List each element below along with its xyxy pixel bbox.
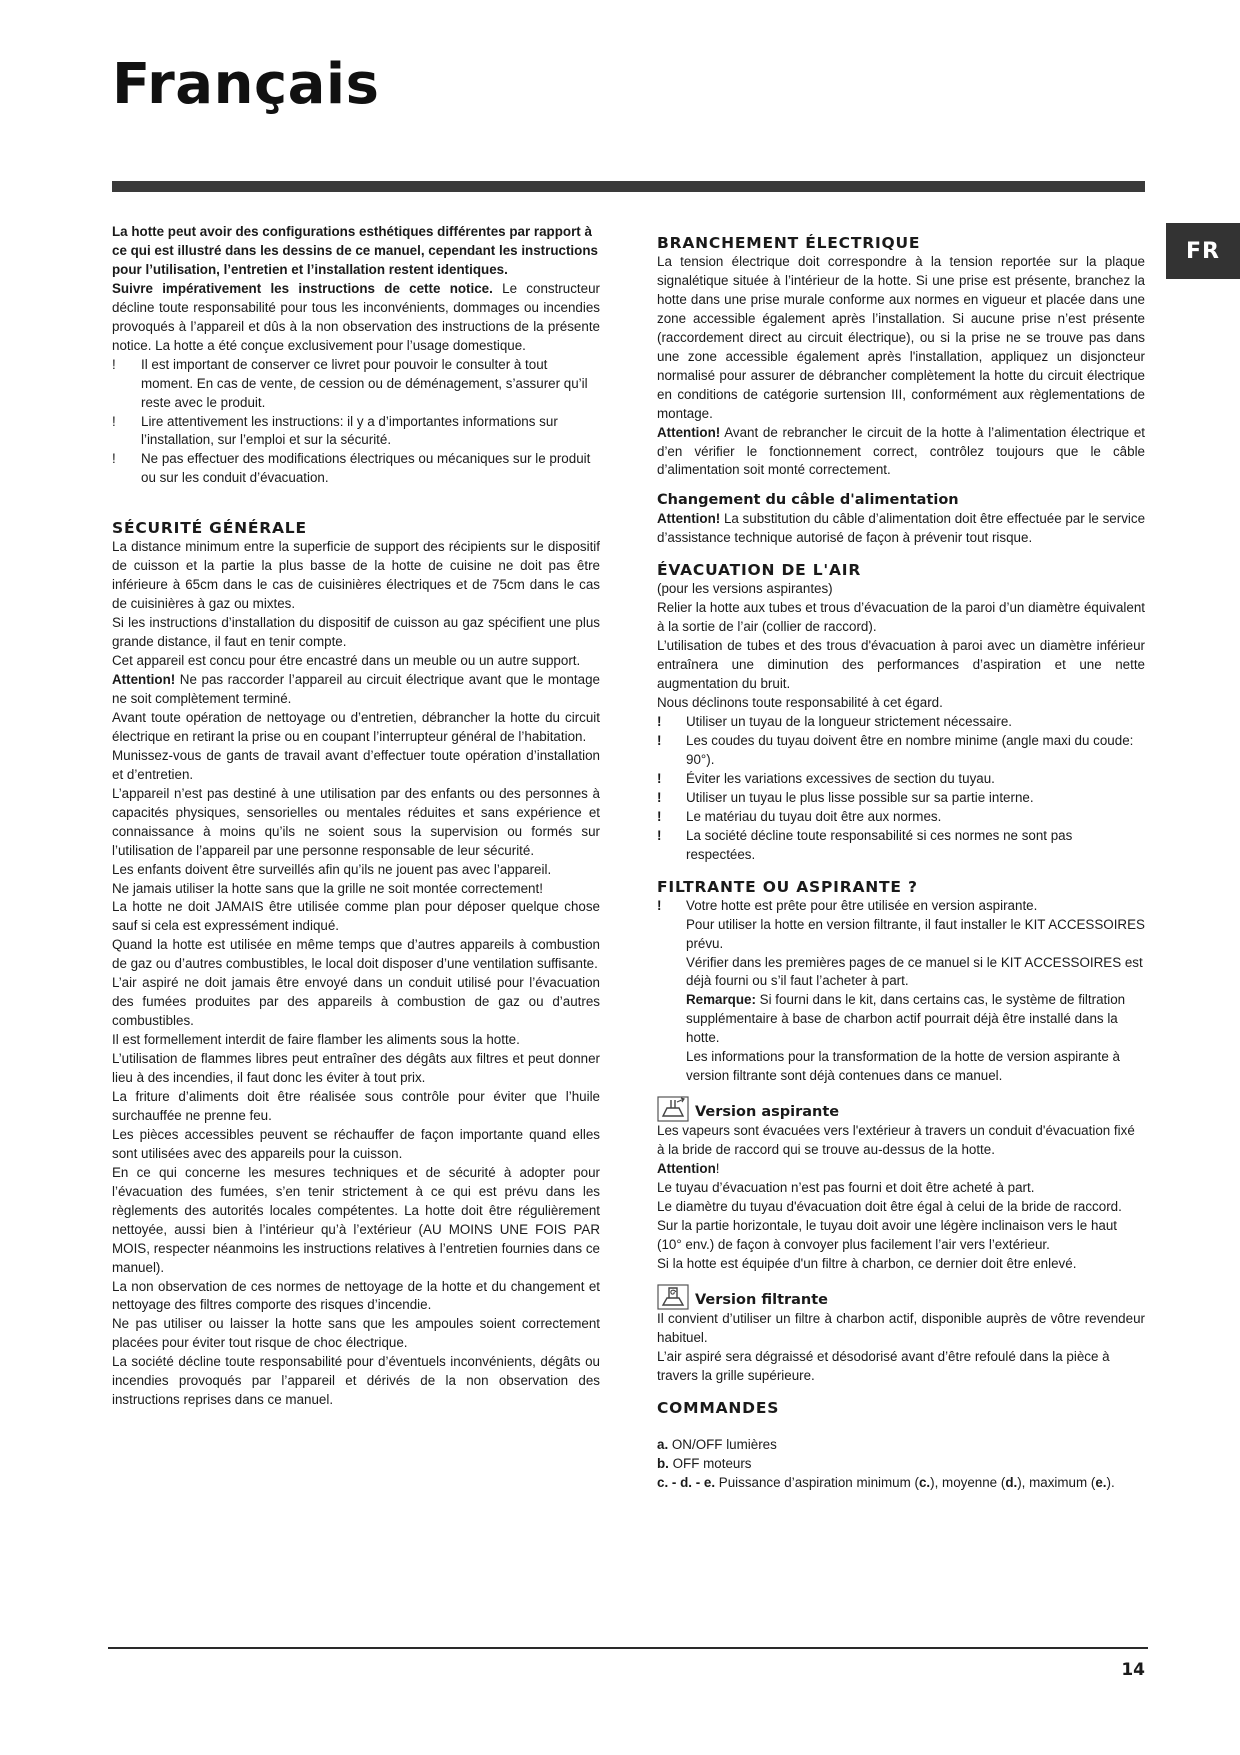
paragraph: Avant toute opération de nettoyage ou d’entretien, débrancher la hotte du circuit électrique en retirant la prise ou en coupant l’interrupteur général de l’habitation. <box>112 709 600 744</box>
version-aspirante-heading: Version aspirante <box>695 1104 840 1121</box>
paragraph: Attention! Avant de rebrancher le circuit de la hotte à l’alimentation électrique et d’en vérifier le fonctionnement correct, contrôlez toujours que le câble d’alimentation soit monté correctement. <box>657 424 1145 478</box>
top-divider <box>112 181 1145 192</box>
right-column <box>657 233 1145 1492</box>
list-item: ! Votre hotte est prête pour être utilisée en version aspirante. <box>657 897 1038 913</box>
commandes-heading: COMMANDES <box>657 1398 780 1417</box>
paragraph: Nous déclinons toute responsabilité à cet égard. <box>657 695 943 711</box>
paragraph: Ne jamais utiliser la hotte sans que la grille ne soit montée correctement! <box>112 880 543 896</box>
list-item: ! Il est important de conserver ce livret pour pouvoir le consulter à tout moment. En cas de vente, de cession ou de déménagement, s’assurer qu’il reste avec le produit. <box>112 356 588 410</box>
paragraph: La distance minimum entre la superficie de support des récipients sur le dispositif de cuisson et la partie la plus basse de la hotte de cuisine ne doit pas être inférieure à 65cm dans le cas de cuisinières électriques et de 75cm dans le cas de cuisinières à gaz ou mixtes. <box>112 539 600 612</box>
version-filtrante-header <box>657 1284 1145 1310</box>
version-filtrante-heading: Version filtrante <box>695 1291 829 1308</box>
intro-paragraph-2: Suivre impérativement les instructions de cette notice. Le constructeur décline toute responsabilité pour tous les inconvénients, dommages ou incendies provoqués à l’appareil et dûs à la non observation des instructions de la présente notice. La hotte a été conçue exclusivement pour l’usage domestique. <box>112 280 600 353</box>
list-item: ! Lire attentivement les instructions: il y a d’importantes informations sur l’installation, sur l’emploi et sur la sécurité. <box>112 413 558 448</box>
paragraph: Ne pas utiliser ou laisser la hotte sans que les ampoules soient correctement placées pour éviter tout risque de choc électrique. <box>112 1316 600 1351</box>
branchement-heading: BRANCHEMENT ÉLECTRIQUE <box>657 234 921 252</box>
paragraph: Il convient d’utiliser un filtre à charbon actif, disponible auprès de vôtre revendeur habituel. <box>657 1310 1145 1345</box>
paragraph: Attention! <box>657 1161 720 1177</box>
paragraph: L’appareil n’est pas destiné à une utilisation par des enfants ou des personnes à capacités physiques, sensorielles ou mentales réduites et sans expérience et connaissance à moins qu’ils ne soient sous la supervision ou formés sur l’utilisation de l’appareil par une personne responsable de leur sécurité. <box>112 785 600 858</box>
paragraph: La hotte ne doit JAMAIS être utilisée comme plan pour déposer quelque chose sauf si cela est expressément indiqué. <box>112 899 600 934</box>
changement-heading: Changement du câble d'alimentation <box>657 492 959 509</box>
page-number: 14 <box>1121 1660 1145 1680</box>
paragraph: Si les instructions d’installation du dispositif de cuisson au gaz spécifient une plus grande distance, il faut en tenir compte. <box>112 615 600 650</box>
paragraph: Le tuyau d’évacuation n’est pas fourni et doit être acheté à part. <box>657 1180 1035 1196</box>
paragraph: L’utilisation de flammes libres peut entraîner des dégâts aux filtres et peut donner lieu à des incendies, il faut donc les éviter à tout prix. <box>112 1051 600 1086</box>
left-column <box>112 223 600 1410</box>
list-item: ! Ne pas effectuer des modifications électriques ou mécaniques sur le produit ou sur les conduit d’évacuation. <box>112 451 591 486</box>
paragraph: Les pièces accessibles peuvent se réchauffer de façon importante quand elles sont utilisées avec des appareils pour la cuisson. <box>112 1126 600 1161</box>
paragraph: Le diamètre du tuyau d'évacuation doit être égal à celui de la bride de raccord. <box>657 1198 1122 1214</box>
paragraph: L’utilisation de tubes et des trous d'évacuation à paroi avec un diamètre inférieur entraînera une diminution des performances d’aspiration et une nette augmentation du bruit. <box>657 638 1145 692</box>
paragraph: En ce qui concerne les mesures techniques et de sécurité à adopter pour l’évacuation des fumées, s’en tenir strictement à ce qui est prévu dans les règlements des autorités locales compétentes. La hotte doit être régulièrement nettoyée, aussi bien à l’intérieur qu’à l’extérieur (AU MOINS UNE FOIS PAR MOIS, respecter néanmoins les instructions relatives à l’entretien fournies dans ce manuel). <box>112 1164 600 1275</box>
paragraph: Remarque: Si fourni dans le kit, dans certains cas, le système de filtration supplémentaire à base de charbon actif pourrait déjà être installé dans la hotte. <box>686 992 1126 1046</box>
paragraph: L’air aspiré ne doit jamais être envoyé dans un conduit utilisé pour l’évacuation des fumées produites par des appareils à combustion de gaz ou d’autres combustibles. <box>112 975 600 1029</box>
list-item: ! Utiliser un tuyau de la longueur strictement nécessaire. <box>657 714 1013 730</box>
hood-aspirante-icon <box>657 1096 689 1122</box>
command-item: c. - d. - e. Puissance d’aspiration minimum (c.), moyenne (d.), maximum (e.). <box>657 1474 1115 1490</box>
paragraph: Munissez-vous de gants de travail avant d’effectuer toute opération d’installation et d’entretien. <box>112 747 600 782</box>
hood-filtrante-icon <box>657 1284 689 1310</box>
command-item: b. OFF moteurs <box>657 1455 752 1471</box>
paragraph: La non observation de ces normes de nettoyage de la hotte et du changement et nettoyage des filtres comporte des risques d’incendie. <box>112 1278 600 1313</box>
paragraph: Quand la hotte est utilisée en même temps que d’autres appareils à combustion de gaz ou d’autres combustibles, le local doit disposer d’une ventilation suffisante. <box>112 937 600 972</box>
paragraph: Cet appareil est concu pour étre encastré dans un meuble ou un autre support. <box>112 653 581 669</box>
paragraph: Vérifier dans les premières pages de ce manuel si le KIT ACCESSOIRES est déjà fourni ou s’il faut l’acheter à part. <box>686 954 1143 989</box>
bottom-divider <box>108 1647 1148 1649</box>
intro-paragraph: La hotte peut avoir des configurations esthétiques différentes par rapport à ce qui est illustré dans les dessins de ce manuel, cependant les instructions pour l’utilisation, l’entretien et l’installation restent identiques. <box>112 224 598 277</box>
paragraph: La société décline toute responsabilité pour d’éventuels inconvénients, dégâts ou incendies provoqués par l’appareil et dérivés de la non observation des instructions reprises dans ce manuel. <box>112 1354 600 1408</box>
paragraph: Pour utiliser la hotte en version filtrante, il faut installer le KIT ACCESSOIRES prévu. <box>686 916 1145 951</box>
list-item: ! La société décline toute responsabilité si ces normes ne sont pas respectées. <box>657 827 1073 862</box>
command-item: a. ON/OFF lumières <box>657 1436 777 1452</box>
paragraph: Les informations pour la transformation de la hotte de version aspirante à version filtrante sont déjà contenues dans ce manuel. <box>686 1049 1120 1084</box>
language-tab: FR <box>1166 223 1240 279</box>
paragraph: La friture d’aliments doit être réalisée sous contrôle pour éviter que l’huile surchauffée ne prenne feu. <box>112 1088 600 1123</box>
paragraph: (pour les versions aspirantes) <box>657 581 833 597</box>
paragraph: Si la hotte est équipée d'un filtre à charbon, ce dernier doit être enlevé. <box>657 1255 1077 1271</box>
filtrante-heading: FILTRANTE OU ASPIRANTE ? <box>657 877 918 896</box>
evacuation-heading: ÉVACUATION DE L'AIR <box>657 561 862 580</box>
paragraph: Relier la hotte aux tubes et trous d’évacuation de la paroi d’un diamètre équivalent à la sortie de l’air (collier de raccord). <box>657 600 1145 635</box>
paragraph: Il est formellement interdit de faire flamber les aliments sous la hotte. <box>112 1032 520 1048</box>
paragraph: Les vapeurs sont évacuées vers l'extérieur à travers un conduit d'évacuation fixé à la bride de raccord qui se trouve au-dessus de la hotte. <box>657 1123 1135 1158</box>
list-item: ! Éviter les variations excessives de section du tuyau. <box>657 770 995 786</box>
paragraph: Attention! La substitution du câble d’alimentation doit être effectuée par le service d’assistance technique autorisé de façon à prévenir tout risque. <box>657 511 1146 546</box>
paragraph: L’air aspiré sera dégraissé et désodorisé avant d’être refoulé dans la pièce à travers la grille supérieure. <box>657 1348 1110 1383</box>
version-aspirante-header <box>657 1096 1145 1122</box>
securite-heading: SÉCURITÉ GÉNÉRALE <box>112 519 307 538</box>
list-item: ! Le matériau du tuyau doit être aux normes. <box>657 808 942 824</box>
list-item: ! Utiliser un tuyau le plus lisse possible sur sa partie interne. <box>657 789 1034 805</box>
paragraph: La tension électrique doit correspondre à la tension reportée sur la plaque signalétique située à l’intérieur de la hotte. Si une prise est présente, branchez la hotte dans une prise murale conforme aux normes en vigueur et placée dans une zone accessible également après l’installation. Si aucune prise n’est présente (raccordement direct au circuit électrique), ou si la prise ne se trouve pas dans une zone accessible également après l'installation, appliquez un disjoncteur normalisé pour assurer de débrancher complètement la hotte du circuit électrique en conditions de catégorie surtension III, conformément aux règlementations de montage. <box>657 254 1145 421</box>
page-title: Français <box>112 52 380 117</box>
paragraph: Attention! Ne pas raccorder l’appareil au circuit électrique avant que le montage ne soit complètement terminé. <box>112 672 600 706</box>
list-item: ! Les coudes du tuyau doivent être en nombre minime (angle maxi du coude: 90°). <box>657 732 1134 767</box>
paragraph: Les enfants doivent être surveillés afin qu’ils ne jouent pas avec l’appareil. <box>112 861 552 877</box>
paragraph: Sur la partie horizontale, le tuyau doit avoir une légère inclinaison vers le haut (10° env.) de façon à convoyer plus facilement l’air vers l’extérieur. <box>657 1217 1118 1252</box>
